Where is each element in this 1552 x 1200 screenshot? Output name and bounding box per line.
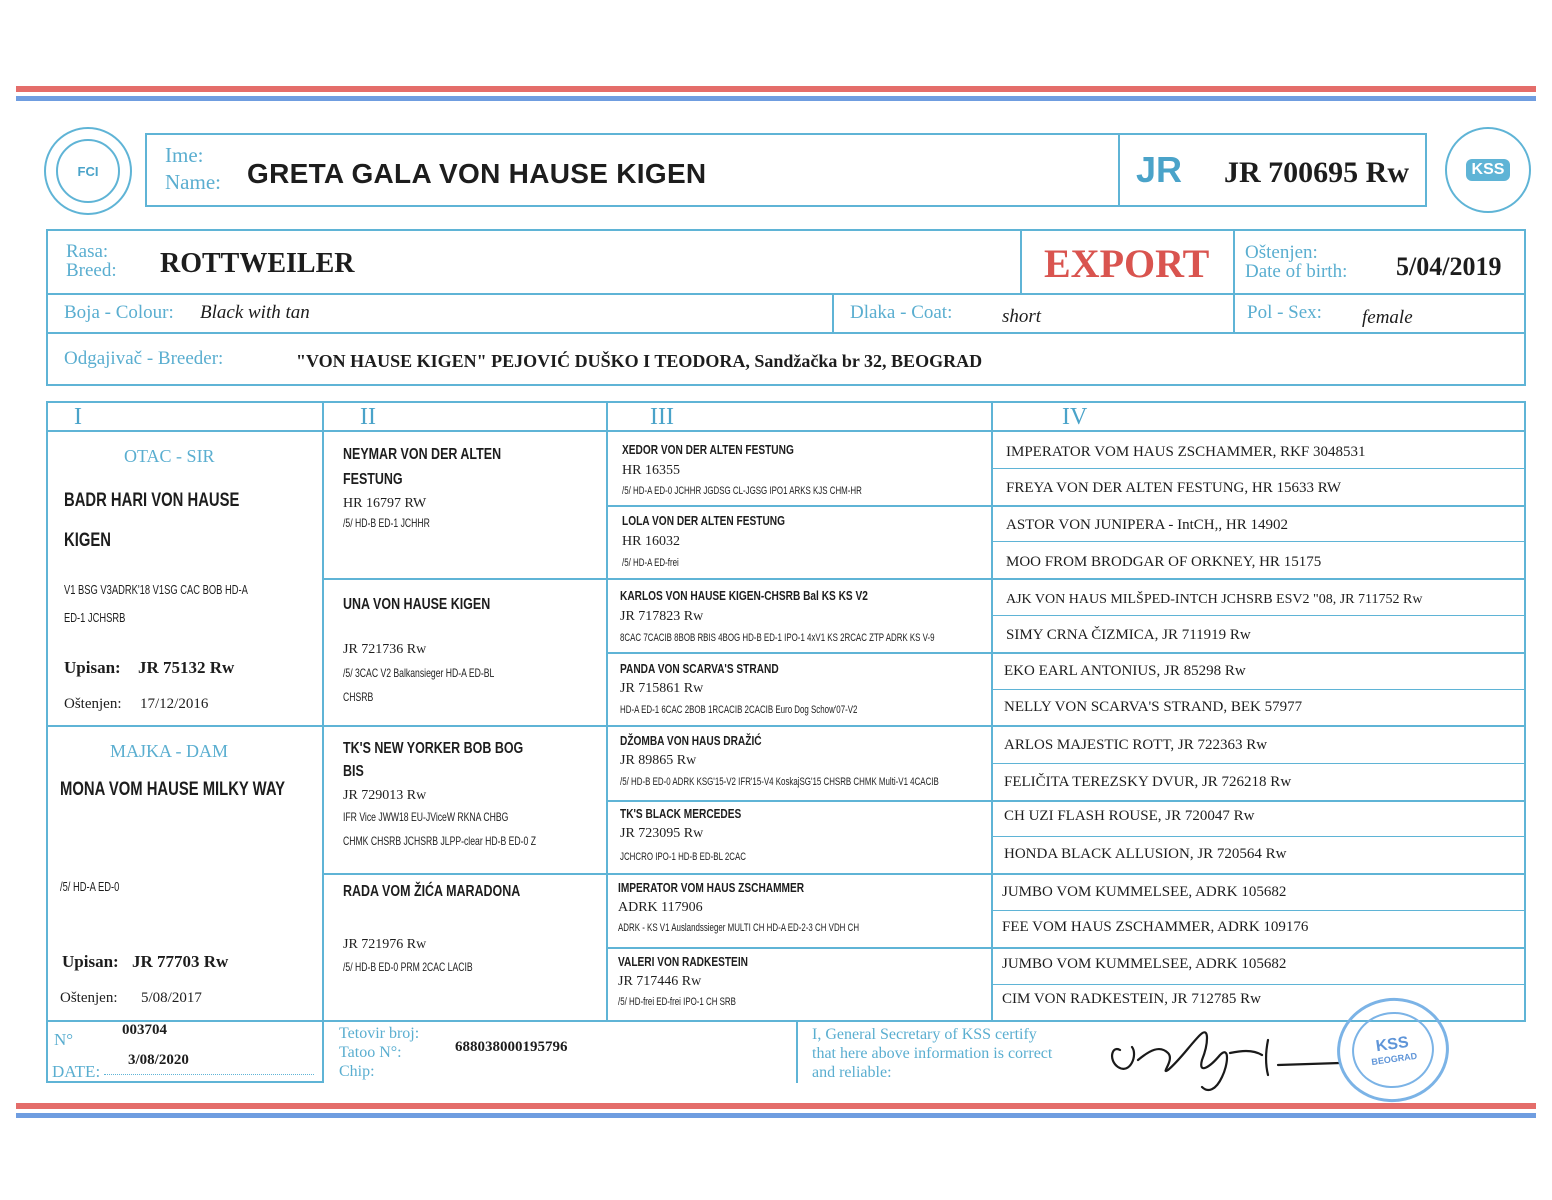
gen3-name: DŽOMBA VON HAUS DRAŽIĆ	[620, 733, 762, 748]
number-value: 003704	[122, 1022, 167, 1038]
sire-name-1: BADR HARI VON HAUSE	[64, 490, 240, 511]
sire-reg: JR 75132 Rw	[138, 658, 235, 677]
gen4-entry: ASTOR VON JUNIPERA - IntCH,, HR 14902	[1006, 517, 1288, 533]
gen3-reg: JR 723095 Rw	[620, 826, 704, 841]
gen3-name: IMPERATOR VOM HAUS ZSCHAMMER	[618, 880, 805, 895]
gen3-info: ADRK - KS V1 Auslandssieger MULTI CH HD-A ED-2-3 CH VDH CH	[618, 922, 860, 934]
gen2-info-1: /5/ HD-B ED-1 JCHHR	[343, 516, 430, 530]
breeder-value: "VON HAUSE KIGEN" PEJOVIĆ DUŠKO I TEODORA, Sandžačka br 32, BEOGRAD	[296, 351, 983, 371]
gen2-name-2: FESTUNG	[343, 471, 403, 488]
stamp-subtext: BEOGRAD	[1370, 1050, 1418, 1068]
gen3-name: TK'S BLACK MERCEDES	[620, 806, 742, 821]
tattoo-label-3: Chip:	[339, 1063, 375, 1080]
chip-number: 688038000195796	[455, 1039, 568, 1055]
gen2-reg: JR 721736 Rw	[343, 642, 427, 657]
sire-titles-2: ED-1 JCHSRB	[64, 610, 126, 625]
gen4-entry: ARLOS MAJESTIC ROTT, JR 722363 Rw	[1004, 737, 1268, 753]
gen2-reg: HR 16797 RW	[343, 496, 427, 511]
dam-name: MONA VOM HAUSE MILKY WAY	[60, 779, 286, 800]
kss-logo-text: KSS	[1466, 159, 1511, 181]
sire-born-label: Oštenjen:	[64, 696, 122, 712]
dam-title: MAJKA - DAM	[110, 741, 229, 761]
gen2-name-1: TK'S NEW YORKER BOB BOG	[343, 740, 524, 757]
column-header-4: IV	[1062, 404, 1088, 430]
column-header-2: II	[360, 404, 376, 430]
gen3-info: JCHCRO IPO-1 HD-B ED-BL 2CAC	[620, 851, 747, 863]
gen2-name-1: RADA VOM ŽIĆA MARADONA	[343, 883, 521, 900]
gen3-name: KARLOS VON HAUSE KIGEN-CHSRB Bal KS KS V2	[620, 588, 868, 603]
fci-logo	[44, 127, 132, 215]
dob-value: 5/04/2019	[1396, 252, 1502, 281]
gen4-entry: JUMBO VOM KUMMELSEE, ADRK 105682	[1002, 956, 1287, 972]
gen3-info: /5/ HD-A ED-0 JCHHR JGDSG CL-JGSG IPO1 ARKS KJS CHM-HR	[622, 485, 862, 497]
gen2-info-2: CHSRB	[343, 690, 374, 704]
certify-line-2: that here above information is correct	[812, 1045, 1053, 1062]
dam-reg: JR 77703 Rw	[132, 952, 229, 971]
sire-reg-label: Upisan:	[64, 658, 121, 677]
sire-title: OTAC - SIR	[124, 446, 215, 466]
sire-born: 17/12/2016	[140, 696, 209, 712]
dob-label-2: Date of birth:	[1245, 261, 1348, 282]
gen4-entry: NELLY VON SCARVA'S STRAND, BEK 57977	[1004, 699, 1303, 715]
date-value: 3/08/2020	[128, 1052, 189, 1068]
gen4-entry: JUMBO VOM KUMMELSEE, ADRK 105682	[1002, 884, 1287, 900]
gen4-entry: CH UZI FLASH ROUSE, JR 720047 Rw	[1004, 808, 1255, 824]
gen2-info-1: /5/ HD-B ED-0 PRM 2CAC LACIB	[343, 960, 473, 974]
bottom-stripe-red	[16, 1103, 1536, 1109]
reg-prefix: JR	[1136, 149, 1183, 190]
gen4-entry: SIMY CRNA ČIZMICA, JR 711919 Rw	[1006, 627, 1251, 643]
breed-label-2: Breed:	[66, 260, 117, 281]
sex-value: female	[1362, 307, 1413, 328]
gen2-name-1: NEYMAR VON DER ALTEN	[343, 446, 502, 463]
export-stamp: EXPORT	[1044, 241, 1210, 286]
gen3-info: 8CAC 7CACIB 8BOB RBIS 4BOG HD-B ED-1 IPO-1 4xV1 KS 2RCAC ZTP ADRK KS V-9	[620, 632, 935, 644]
gen4-entry: HONDA BLACK ALLUSION, JR 720564 Rw	[1004, 846, 1287, 862]
gen2-reg: JR 729013 Rw	[343, 788, 427, 803]
gen3-info: /5/ HD-B ED-0 ADRK KSG'15-V2 IFR'15-V4 KoskajSG'15 CHSRB CHMK Multi-V1 4CACIB	[620, 776, 939, 788]
tattoo-label-1: Tetovir broj:	[339, 1025, 420, 1042]
gen2-info-2: CHMK CHSRB JCHSRB JLPP-clear HD-B ED-0 Z	[343, 834, 536, 848]
gen3-reg: ADRK 117906	[618, 900, 703, 915]
name-label-2: Name:	[165, 170, 221, 194]
top-stripe-red	[16, 86, 1536, 92]
certify-line-3: and reliable:	[812, 1064, 892, 1081]
gen2-reg: JR 721976 Rw	[343, 937, 427, 952]
gen3-reg: HR 16355	[622, 463, 680, 478]
top-stripe-blue	[16, 96, 1536, 101]
colour-label: Boja - Colour:	[64, 302, 174, 323]
dog-name: GRETA GALA VON HAUSE KIGEN	[247, 158, 707, 189]
dam-born: 5/08/2017	[141, 990, 202, 1006]
dob-label-1: Oštenjen:	[1245, 242, 1318, 263]
sire-name-2: KIGEN	[64, 530, 111, 551]
coat-label: Dlaka - Coat:	[850, 302, 953, 323]
colour-value: Black with tan	[200, 302, 310, 323]
sex-label: Pol - Sex:	[1247, 302, 1322, 323]
dam-born-label: Oštenjen:	[60, 990, 118, 1006]
gen4-entry: IMPERATOR VOM HAUS ZSCHAMMER, RKF 3048531	[1006, 444, 1366, 460]
gen4-entry: CIM VON RADKESTEIN, JR 712785 Rw	[1002, 991, 1261, 1007]
signature	[1090, 1005, 1350, 1100]
gen4-entry: FEE VOM HAUS ZSCHAMMER, ADRK 109176	[1002, 919, 1309, 935]
fci-logo-text: FCI	[77, 163, 99, 179]
gen3-info: HD-A ED-1 6CAC 2BOB 1RCACIB 2CACIB Euro Dog Schow'07-V2	[620, 704, 858, 716]
bottom-stripe-blue	[16, 1113, 1536, 1118]
gen3-name: PANDA VON SCARVA'S STRAND	[620, 661, 779, 676]
gen4-entry: FELIČITA TEREZSKY DVUR, JR 726218 Rw	[1004, 774, 1292, 790]
column-header-3: III	[650, 404, 674, 430]
gen4-entry: AJK VON HAUS MILŠPED-INTCH JCHSRB ESV2 "08, JR 711752 Rw	[1006, 592, 1423, 607]
breed-value: ROTTWEILER	[160, 248, 355, 279]
gen4-entry: MOO FROM BRODGAR OF ORKNEY, HR 15175	[1006, 554, 1322, 570]
gen3-reg: JR 717823 Rw	[620, 609, 704, 624]
gen3-name: LOLA VON DER ALTEN FESTUNG	[622, 513, 785, 528]
number-label: N°	[54, 1030, 74, 1049]
gen4-entry: FREYA VON DER ALTEN FESTUNG, HR 15633 RW	[1006, 480, 1342, 496]
certify-line-1: I, General Secretary of KSS certify	[812, 1026, 1037, 1043]
stamp-text: KSS	[1374, 1033, 1410, 1056]
gen2-name-2: BIS	[343, 763, 364, 780]
gen3-name: XEDOR VON DER ALTEN FESTUNG	[622, 442, 794, 457]
gen2-name-1: UNA VON HAUSE KIGEN	[343, 596, 491, 613]
column-header-1: I	[74, 404, 82, 430]
tattoo-label-2: Tatoo N°:	[339, 1044, 402, 1061]
dam-reg-label: Upisan:	[62, 952, 119, 971]
gen3-reg: HR 16032	[622, 534, 680, 549]
sire-titles-1: V1 BSG V3ADRK'18 V1SG CAC BOB HD-A	[64, 582, 248, 597]
gen3-info: /5/ HD-A ED-frei	[622, 557, 679, 569]
gen3-reg: JR 715861 Rw	[620, 681, 704, 696]
coat-value: short	[1002, 306, 1042, 327]
kss-logo	[1445, 127, 1531, 213]
gen2-info-1: /5/ 3CAC V2 Balkansieger HD-A ED-BL	[343, 666, 495, 680]
date-label: DATE:	[52, 1062, 101, 1081]
breeder-label: Odgajivač - Breeder:	[64, 348, 224, 369]
reg-number: JR 700695 Rw	[1224, 156, 1409, 189]
dam-titles: /5/ HD-A ED-0	[60, 879, 120, 894]
gen3-info: /5/ HD-frei ED-frei IPO-1 CH SRB	[618, 996, 736, 1008]
name-label-1: Ime:	[165, 143, 204, 167]
breed-label-1: Rasa:	[66, 241, 109, 262]
gen3-reg: JR 717446 Rw	[618, 974, 702, 989]
gen2-info-1: IFR Vice JWW18 EU-JViceW RKNA CHBG	[343, 810, 509, 824]
gen4-entry: EKO EARL ANTONIUS, JR 85298 Rw	[1004, 663, 1246, 679]
gen3-name: VALERI VON RADKESTEIN	[618, 954, 748, 969]
gen3-reg: JR 89865 Rw	[620, 753, 697, 768]
